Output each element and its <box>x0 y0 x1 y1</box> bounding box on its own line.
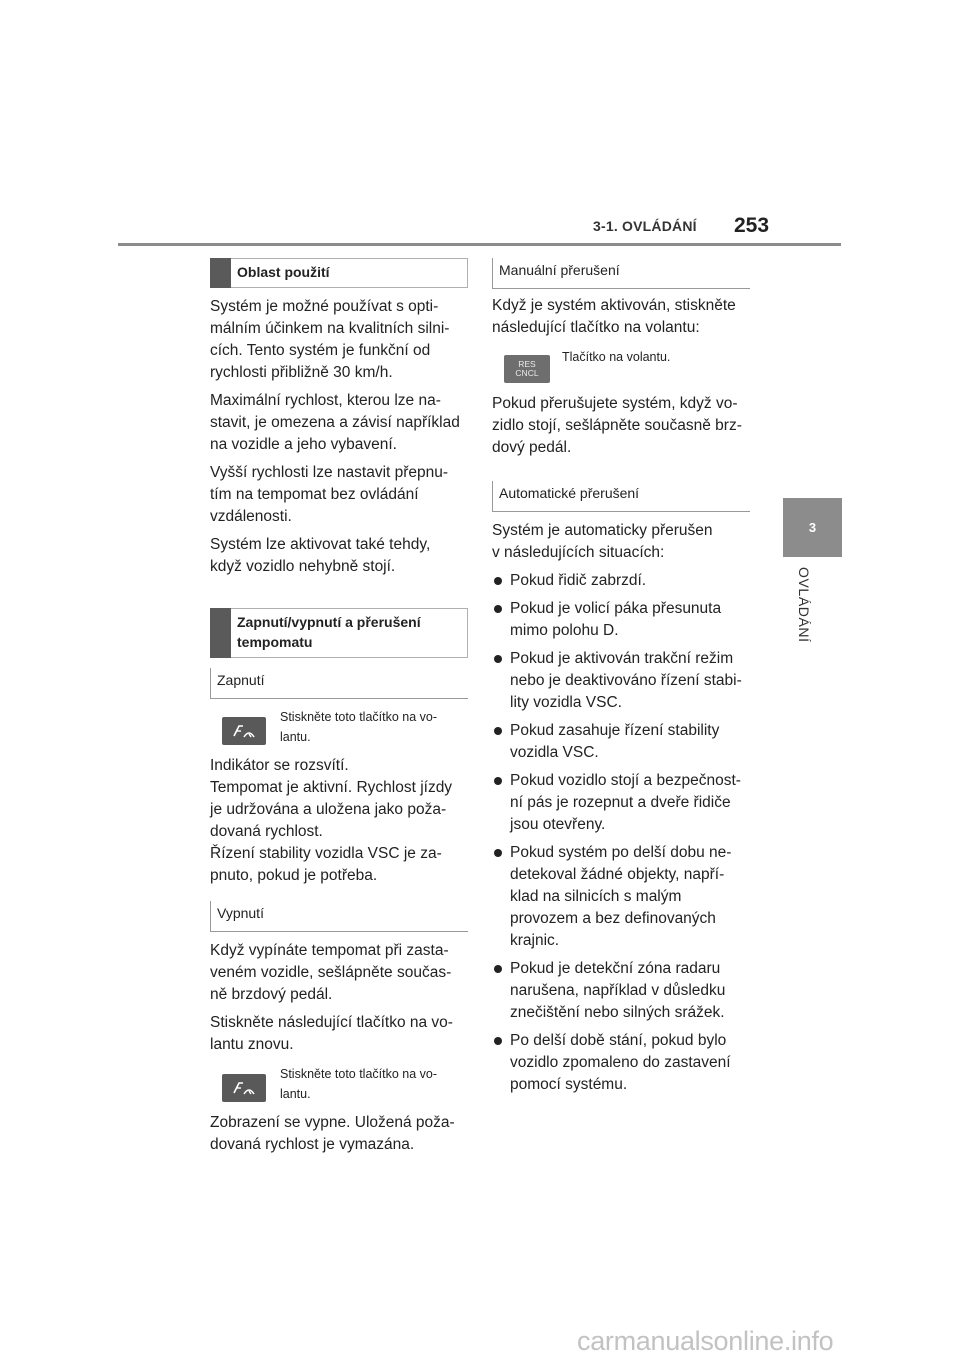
left-column <box>210 258 468 1156</box>
zapnuti-para: Indikátor se rozsvítí. Tempomat je aktivní. Rychlost jízdy je udržována a uložena jako poža- dovaná rychlost. Řízení stability vozidla VSC je za- pnuto, pokud je potřeba. <box>210 757 453 884</box>
cncl-label: CNCL <box>515 368 539 378</box>
manual-para-2: Pokud přerušujete systém, když vo- zidlo stojí, sešlápněte současně brz- dový pedál. <box>492 395 742 456</box>
subhead-vypnuti-text: Vypnutí <box>217 905 264 921</box>
heading-zapnuti <box>210 608 468 658</box>
list-item: Po delší době stání, pokud bylo vozidlo zpomaleno do zastavení pomocí systému. <box>492 1030 750 1096</box>
list-item: Pokud je detekční zóna radaru narušena, například v důsledku znečištění nebo silných srážek. <box>492 958 750 1024</box>
heading-zapnuti-text: Zapnutí/vypnutí a přerušení tempomatu <box>237 614 421 650</box>
vypnuti-para-3: Zobrazení se vypne. Uložená poža- dovaná rychlost je vymazána. <box>210 1114 455 1153</box>
section-title: 3-1. OVLÁDÁNÍ <box>593 218 697 234</box>
list-item: Pokud je aktivován trakční režim nebo je deaktivováno řízení stabi- lity vozidla VSC. <box>492 648 750 714</box>
icon-row-res <box>492 345 750 393</box>
oblast-para-1: Systém je možné používat s opti- málním účinkem na kvalitních silni- cích. Tento systém je funkční od rychlosti přibližně 30 km/h. <box>210 298 450 381</box>
oblast-para-2: Maximální rychlost, kterou lze na- stavit, je omezena a závisí například na vozidle a jeho vybavení. <box>210 392 460 453</box>
oblast-para-3: Vyšší rychlosti lze nastavit přepnu- tím na tempomat bez ovládání vzdálenosti. <box>210 464 449 525</box>
list-item: Pokud vozidlo stojí a bezpečnost- ní pás je rozepnut a dveře řidiče jsou otevřeny. <box>492 770 750 836</box>
icon-row-vypnuti <box>210 1064 468 1112</box>
icon-caption-res: Tlačítko na volantu. <box>562 350 671 364</box>
heading-oblast <box>210 258 468 288</box>
chapter-number: 3 <box>808 520 817 535</box>
header-divider <box>118 243 841 246</box>
res-label: RES <box>518 359 536 369</box>
subhead-zapnuti-text: Zapnutí <box>217 672 265 688</box>
chapter-tab <box>783 498 842 557</box>
oblast-para-4: Systém lze aktivovat také tehdy, když vozidlo nehybně stojí. <box>210 536 431 575</box>
vypnuti-para-1: Když vypínáte tempomat při zasta- veném vozidle, sešlápněte součas- ně brzdový pedál. <box>210 942 452 1003</box>
interruption-list <box>492 570 750 1096</box>
list-item: Pokud je volicí páka přesunuta mimo polohu D. <box>492 598 750 642</box>
subhead-manual <box>492 258 750 289</box>
list-item: Pokud systém po delší dobu ne- detekoval žádné objekty, napří- klad na silnicích s malým provozem a bez definovaných krajnic. <box>492 842 750 952</box>
cruise-control-icon <box>222 1074 266 1102</box>
subhead-zapnuti <box>210 668 468 699</box>
list-item: Pokud řidič zabrzdí. <box>492 570 750 592</box>
page-number: 253 <box>734 214 770 237</box>
list-item: Pokud zasahuje řízení stability vozidla VSC. <box>492 720 750 764</box>
auto-para: Systém je automaticky přerušen v následujících situacích: <box>492 522 713 561</box>
res-cncl-button-icon <box>504 355 550 383</box>
right-column <box>492 258 750 1102</box>
subhead-manual-text: Manuální přerušení <box>499 262 620 278</box>
cruise-control-icon <box>222 717 266 745</box>
vypnuti-para-2: Stiskněte následující tlačítko na vo- lantu znovu. <box>210 1014 453 1053</box>
subhead-auto <box>492 481 750 512</box>
icon-caption-vypnuti: Stiskněte toto tlačítko na vo- lantu. <box>280 1067 438 1101</box>
subhead-auto-text: Automatické přerušení <box>499 485 640 501</box>
chapter-label: OVLÁDÁNÍ <box>796 567 812 643</box>
icon-row-zapnuti <box>210 707 468 755</box>
manual-para: Když je systém aktivován, stiskněte následující tlačítko na volantu: <box>492 297 736 336</box>
heading-oblast-text: Oblast použití <box>237 264 330 280</box>
icon-caption-zapnuti: Stiskněte toto tlačítko na vo- lantu. <box>280 710 438 744</box>
subhead-vypnuti <box>210 901 468 932</box>
watermark: carmanualsonline.info <box>577 1326 834 1356</box>
